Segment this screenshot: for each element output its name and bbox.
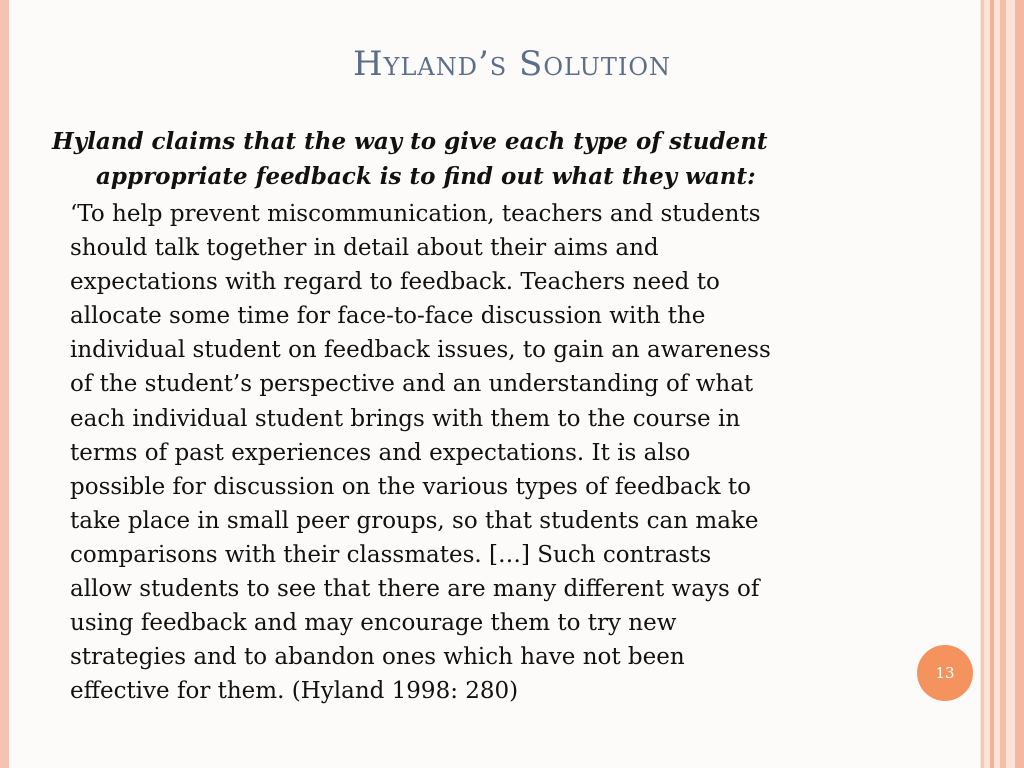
quote-block: [70, 197, 950, 708]
lead-line-1: Hyland claims that the way to give each type of student: [52, 128, 768, 155]
quote-line: terms of past experiences and expectations. It is also: [70, 439, 691, 466]
quote-line: expectations with regard to feedback. Teachers need to: [70, 269, 720, 296]
quote-line: allocate some time for face-to-face discussion with the: [70, 303, 706, 330]
quote-line: using feedback and may encourage them to try new: [70, 610, 677, 637]
quote-line: of the student’s perspective and an understanding of what: [70, 371, 754, 398]
left-border-strip: [0, 0, 9, 768]
quote-line: allow students to see that there are many different ways of: [70, 576, 760, 603]
page-number-badge: [917, 645, 973, 701]
lead-line-2: appropriate feedback is to find out what they want:: [96, 163, 756, 190]
quote-line: individual student on feedback issues, to gain an awareness: [70, 337, 771, 364]
lead-paragraph: [52, 124, 952, 194]
right-stripe: [1015, 0, 1024, 768]
quote-line: ‘To help prevent miscommunication, teachers and students: [70, 201, 761, 227]
quote-line: possible for discussion on the various types of feedback to: [70, 473, 751, 500]
quote-line: effective for them. (Hyland 1998: 280): [70, 678, 519, 705]
page-number: 13: [935, 664, 955, 682]
quote-line: take place in small peer groups, so that students can make: [70, 507, 759, 534]
slide-title: Hyland’s Solution: [352, 44, 672, 84]
right-stripe: [981, 0, 984, 768]
right-stripe: [1000, 0, 1006, 768]
right-stripe: [990, 0, 994, 768]
quote-line: strategies and to abandon ones which have not been: [70, 644, 685, 671]
quote-line: comparisons with their classmates. […] Such contrasts: [70, 541, 712, 568]
quote-line: each individual student brings with them to the course in: [70, 405, 741, 432]
quote-line: should talk together in detail about their aims and: [70, 235, 659, 262]
